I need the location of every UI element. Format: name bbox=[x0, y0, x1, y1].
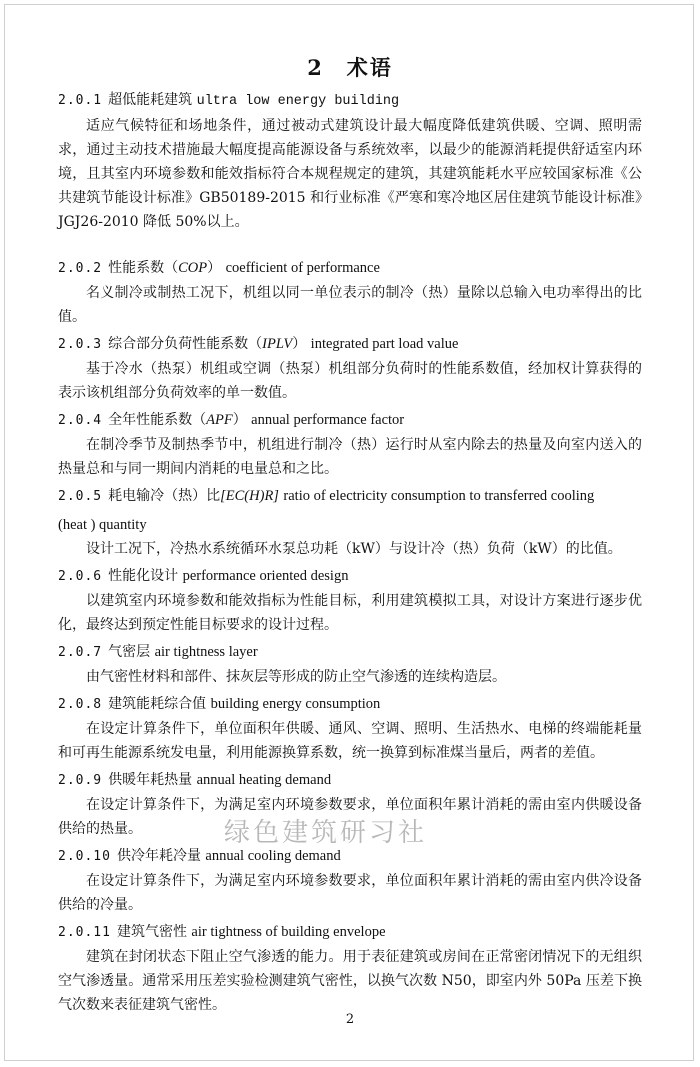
term-heading bbox=[58, 256, 642, 281]
term-number: 2.0.3 bbox=[58, 337, 103, 352]
term-english: building energy consumption bbox=[210, 696, 381, 712]
term-english: ultra low energy building bbox=[196, 94, 400, 109]
definition-paragraph: 建筑在封闭状态下阻止空气渗透的能力。用于表征建筑或房间在正常密闭情况下的无组织空气渗透量。通常采用压差实验检测建筑气密性，以换气次数 N50，即室内外 50Pa 压差下换气次数来表征建筑气密性。 bbox=[58, 949, 642, 1013]
term-definition bbox=[58, 589, 642, 637]
term-english: ratio of electricity consumption to transferred cooling bbox=[283, 488, 595, 504]
term-heading bbox=[58, 920, 642, 945]
term-heading bbox=[58, 692, 642, 717]
term-number: 2.0.8 bbox=[58, 697, 103, 712]
term-heading bbox=[58, 768, 642, 793]
term-heading bbox=[58, 564, 642, 589]
term-heading bbox=[58, 332, 642, 357]
term-chinese: 供冷年耗冷量 bbox=[116, 848, 201, 864]
watermark-text: 绿色建筑研习社 bbox=[224, 818, 428, 848]
definition-paragraph: 名义制冷或制热工况下，机组以同一单位表示的制冷（热）量除以总输入电功率得出的比值。 bbox=[58, 285, 642, 325]
term-chinese-close: ） bbox=[232, 412, 247, 428]
term-entry-2-0-4 bbox=[58, 408, 642, 481]
term-definition bbox=[58, 537, 642, 561]
term-english: annual cooling demand bbox=[205, 848, 341, 864]
term-english: coefficient of performance bbox=[225, 260, 380, 276]
term-number: 2.0.4 bbox=[58, 413, 103, 428]
term-chinese: 超低能耗建筑 bbox=[108, 92, 193, 108]
definition-paragraph: 在设定计算条件下，为满足室内环境参数要求，单位面积年累计消耗的需由室内供暖设备供给的热量。 bbox=[58, 797, 642, 837]
term-entry-2-0-7 bbox=[58, 640, 642, 689]
term-definition bbox=[58, 665, 642, 689]
definition-paragraph: 基于冷水（热泵）机组或空调（热泵）机组部分负荷时的性能系数值，经加权计算获得的表示该机组部分负荷效率的单一数值。 bbox=[58, 361, 642, 401]
term-abbreviation: IPLV bbox=[262, 336, 293, 352]
term-entry-2-0-1 bbox=[58, 88, 642, 234]
term-heading bbox=[58, 484, 642, 509]
definition-paragraph: 在制冷季节及制热季节中，机组进行制冷（热）运行时从室内除去的热量及向室内送入的热量总和与同一期间内消耗的电量总和之比。 bbox=[58, 437, 642, 477]
term-definition bbox=[58, 945, 642, 1017]
term-english: air tightness of building envelope bbox=[191, 924, 386, 940]
term-chinese: 气密层 bbox=[108, 644, 151, 660]
term-chinese-close: ） bbox=[207, 260, 222, 276]
term-number: 2.0.7 bbox=[58, 645, 103, 660]
term-entry-2-0-10 bbox=[58, 844, 642, 917]
term-entry-2-0-11 bbox=[58, 920, 642, 1017]
term-definition bbox=[58, 114, 642, 234]
term-heading bbox=[58, 88, 642, 114]
definition-paragraph: 由气密性材料和部件、抹灰层等形成的防止空气渗透的连续构造层。 bbox=[86, 669, 506, 685]
term-number: 2.0.11 bbox=[58, 925, 111, 940]
term-english: annual heating demand bbox=[196, 772, 332, 788]
section-title: 2 术语 bbox=[307, 55, 393, 80]
term-abbreviation: APF bbox=[206, 412, 233, 428]
definition-paragraph: 以建筑室内环境参数和能效指标为性能目标，利用建筑模拟工具，对设计方案进行逐步优化，最终达到预定性能目标要求的设计过程。 bbox=[58, 593, 642, 633]
term-english: air tightness layer bbox=[154, 644, 258, 660]
definition-paragraph: 设计工况下，冷热水系统循环水泵总功耗（kW）与设计冷（热）负荷（kW）的比值。 bbox=[86, 541, 622, 557]
term-chinese: 性能化设计 bbox=[108, 568, 179, 584]
term-english-continued bbox=[58, 513, 642, 537]
term-definition bbox=[58, 433, 642, 481]
term-chinese: 建筑气密性 bbox=[116, 924, 187, 940]
term-heading bbox=[58, 640, 642, 665]
term-chinese: 全年性能系数（ bbox=[108, 412, 207, 428]
term-english: integrated part load value bbox=[310, 336, 459, 352]
term-english-wrap: (heat ) quantity bbox=[58, 517, 147, 533]
term-chinese: 供暖年耗热量 bbox=[108, 772, 193, 788]
term-heading bbox=[58, 408, 642, 433]
term-abbreviation: [EC(H)R] bbox=[220, 488, 279, 504]
term-number: 2.0.2 bbox=[58, 261, 103, 276]
definition-paragraph: 适应气候特征和场地条件，通过被动式建筑设计最大幅度降低建筑供暖、空调、照明需求，通过主动技术措施最大幅度提高能源设备与系统效率，以最少的能源消耗提供舒适室内环境，且其室内环境参数和能效指标符合本规程规定的建筑，其建筑能耗水平应较国家标准《公共建筑节能设计标准》GB50189-2015 和行业标准《严寒和寒冷地区居住建筑节能设计标准》JGJ26-2010 降低 50%以上。 bbox=[58, 118, 642, 230]
term-entry-2-0-6 bbox=[58, 564, 642, 637]
term-chinese: 综合部分负荷性能系数（ bbox=[108, 336, 263, 352]
definition-paragraph: 在设定计算条件下，单位面积年供暖、通风、空调、照明、生活热水、电梯的终端能耗量和可再生能源系统发电量，利用能源换算系数，统一换算到标准煤当量后，两者的差值。 bbox=[58, 721, 642, 761]
term-number: 2.0.1 bbox=[58, 93, 103, 108]
term-chinese: 耗电输冷（热）比 bbox=[108, 488, 221, 504]
term-number: 2.0.9 bbox=[58, 773, 103, 788]
term-number: 2.0.5 bbox=[58, 489, 103, 504]
term-english: performance oriented design bbox=[182, 568, 349, 584]
term-definition bbox=[58, 717, 642, 765]
term-definition bbox=[58, 281, 642, 329]
term-number: 2.0.10 bbox=[58, 849, 111, 864]
page-number: 2 bbox=[345, 1012, 355, 1027]
term-entry-2-0-8 bbox=[58, 692, 642, 765]
definition-paragraph: 在设定计算条件下，为满足室内环境参数要求，单位面积年累计消耗的需由室内供冷设备供给的冷量。 bbox=[58, 873, 642, 913]
term-english: annual performance factor bbox=[251, 412, 405, 428]
term-chinese: 性能系数（ bbox=[108, 260, 179, 276]
term-number: 2.0.6 bbox=[58, 569, 103, 584]
term-entry-2-0-2 bbox=[58, 256, 642, 329]
term-chinese: 建筑能耗综合值 bbox=[108, 696, 207, 712]
term-definition bbox=[58, 357, 642, 405]
term-entry-2-0-3 bbox=[58, 332, 642, 405]
term-definition bbox=[58, 869, 642, 917]
term-chinese-close: ） bbox=[292, 336, 307, 352]
term-entry-2-0-5 bbox=[58, 484, 642, 561]
term-abbreviation: COP bbox=[178, 260, 208, 276]
